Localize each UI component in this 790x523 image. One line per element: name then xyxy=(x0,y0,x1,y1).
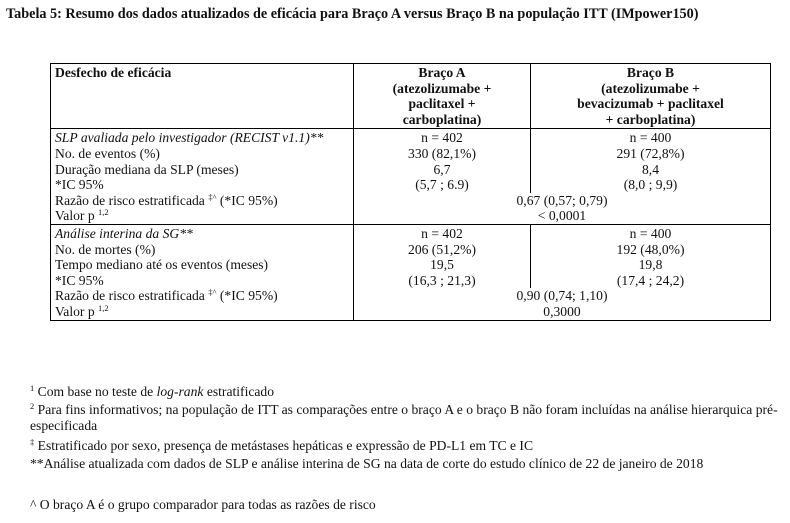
footnote-mark: 1 xyxy=(30,383,35,393)
row-label xyxy=(51,288,354,304)
p-label: Valor p xyxy=(55,303,95,319)
footnote-mark: 2 xyxy=(30,401,35,411)
p-value: < 0,0001 xyxy=(354,208,771,224)
p-sup: 1,2 xyxy=(98,207,109,218)
hr-ci-label: (*IC 95%) xyxy=(219,192,278,208)
hazard-ratio-row xyxy=(51,193,771,209)
section-title: Análise interina da SG** xyxy=(51,224,354,241)
row-label: No. de mortes (%) xyxy=(51,242,354,258)
header-row xyxy=(51,64,771,129)
header-arm-b-line: Braço B xyxy=(626,65,675,80)
hr-value: 0,90 (0,74; 1,10) xyxy=(354,288,771,304)
hr-label: Razão de risco estratificada xyxy=(55,192,205,208)
header-arm-a-line: paclitaxel + xyxy=(408,96,476,112)
n-arm-b: n = 400 xyxy=(531,224,771,241)
table-row xyxy=(51,257,771,273)
cell-arm-b: (17,4 ; 24,2) xyxy=(531,273,771,289)
footnote-text: Com base no teste de xyxy=(37,384,154,399)
table-title: Tabela 5: Resumo dos dados atualizados de eficácia para Braço A versus Braço B na população ITT (IMpower150) xyxy=(6,6,699,22)
n-arm-a: n = 402 xyxy=(354,129,531,146)
row-label: *IC 95% xyxy=(51,273,354,289)
hr-label: Razão de risco estratificada xyxy=(55,288,205,304)
cell-arm-a: 19,5 xyxy=(354,257,531,273)
hazard-ratio-row xyxy=(51,288,771,304)
header-arm-b-line: bevacizumab + paclitaxel xyxy=(577,96,724,112)
cell-arm-b: 192 (48,0%) xyxy=(531,242,771,258)
p-label: Valor p xyxy=(55,208,95,224)
section-pfs xyxy=(51,129,771,225)
footnote-2 xyxy=(30,402,780,433)
footnote-text: estratificado xyxy=(206,384,275,399)
section-title-row xyxy=(51,129,771,146)
n-arm-b: n = 400 xyxy=(531,129,771,146)
row-label: *IC 95% xyxy=(51,177,354,193)
footnote-3 xyxy=(30,438,780,454)
hr-value: 0,67 (0,57; 0,79) xyxy=(354,193,771,209)
cell-arm-b: 19,8 xyxy=(531,257,771,273)
header-arm-a-line: Braço A xyxy=(418,65,466,80)
header-arm-b-line: (atezolizumabe + xyxy=(601,80,700,96)
header-arm-a xyxy=(354,64,531,129)
section-title: SLP avaliada pelo investigador (RECIST v1.1)** xyxy=(51,129,354,146)
footnote-italic: log-rank xyxy=(156,384,204,399)
table-row xyxy=(51,242,771,258)
table-row xyxy=(51,162,771,178)
row-label xyxy=(51,193,354,209)
table-row xyxy=(51,273,771,289)
header-endpoint: Desfecho de eficácia xyxy=(51,64,354,129)
row-label: Duração mediana da SLP (meses) xyxy=(51,162,354,178)
footnote-5: ^ O braço A é o grupo comparador para todas as razões de risco xyxy=(30,497,376,512)
cell-arm-b: 291 (72,8%) xyxy=(531,146,771,162)
n-arm-a: n = 402 xyxy=(354,224,531,241)
header-arm-b xyxy=(531,64,771,129)
cell-arm-a: (5,7 ; 6.9) xyxy=(354,177,531,193)
section-title-row xyxy=(51,224,771,241)
cell-arm-a: 206 (51,2%) xyxy=(354,242,531,258)
table-row xyxy=(51,146,771,162)
cell-arm-b: 8,4 xyxy=(531,162,771,178)
header-arm-b-line: + carboplatina) xyxy=(605,111,696,127)
p-sup: 1,2 xyxy=(98,302,109,313)
cell-arm-b: (8,0 ; 9,9) xyxy=(531,177,771,193)
hr-ci-label: (*IC 95%) xyxy=(219,288,278,304)
table-row xyxy=(51,177,771,193)
footnote-text: Estratificado por sexo, presença de metástases hepáticas e expressão de PD-L1 em TC e IC xyxy=(37,438,534,453)
cell-arm-a: 330 (82,1%) xyxy=(354,146,531,162)
row-label: Tempo mediano até os eventos (meses) xyxy=(51,257,354,273)
row-label xyxy=(51,304,354,320)
section-os xyxy=(51,224,771,320)
footnote-1 xyxy=(30,384,780,400)
p-value-row xyxy=(51,304,771,320)
efficacy-table xyxy=(50,63,771,321)
p-value: 0,3000 xyxy=(354,304,771,320)
header-arm-a-line: carboplatina) xyxy=(402,111,482,127)
footnote-text: Para fins informativos; na população de ITT as comparações entre o braço A e o braço B não foram incluídas na análise hierarquica pré-especificada xyxy=(30,402,778,433)
p-value-row xyxy=(51,208,771,224)
hr-marks: ‡^ xyxy=(208,287,217,298)
footnote-mark: ‡ xyxy=(30,437,35,447)
hr-marks: ‡^ xyxy=(208,191,217,202)
row-label: No. de eventos (%) xyxy=(51,146,354,162)
cell-arm-a: 6,7 xyxy=(354,162,531,178)
footnote-4: **Análise atualizada com dados de SLP e análise interina de SG na data de corte do estudo clínico de 22 de janeiro de 2018 xyxy=(30,456,704,471)
header-arm-a-line: (atezolizumabe + xyxy=(392,80,492,96)
cell-arm-a: (16,3 ; 21,3) xyxy=(354,273,531,289)
row-label xyxy=(51,208,354,224)
